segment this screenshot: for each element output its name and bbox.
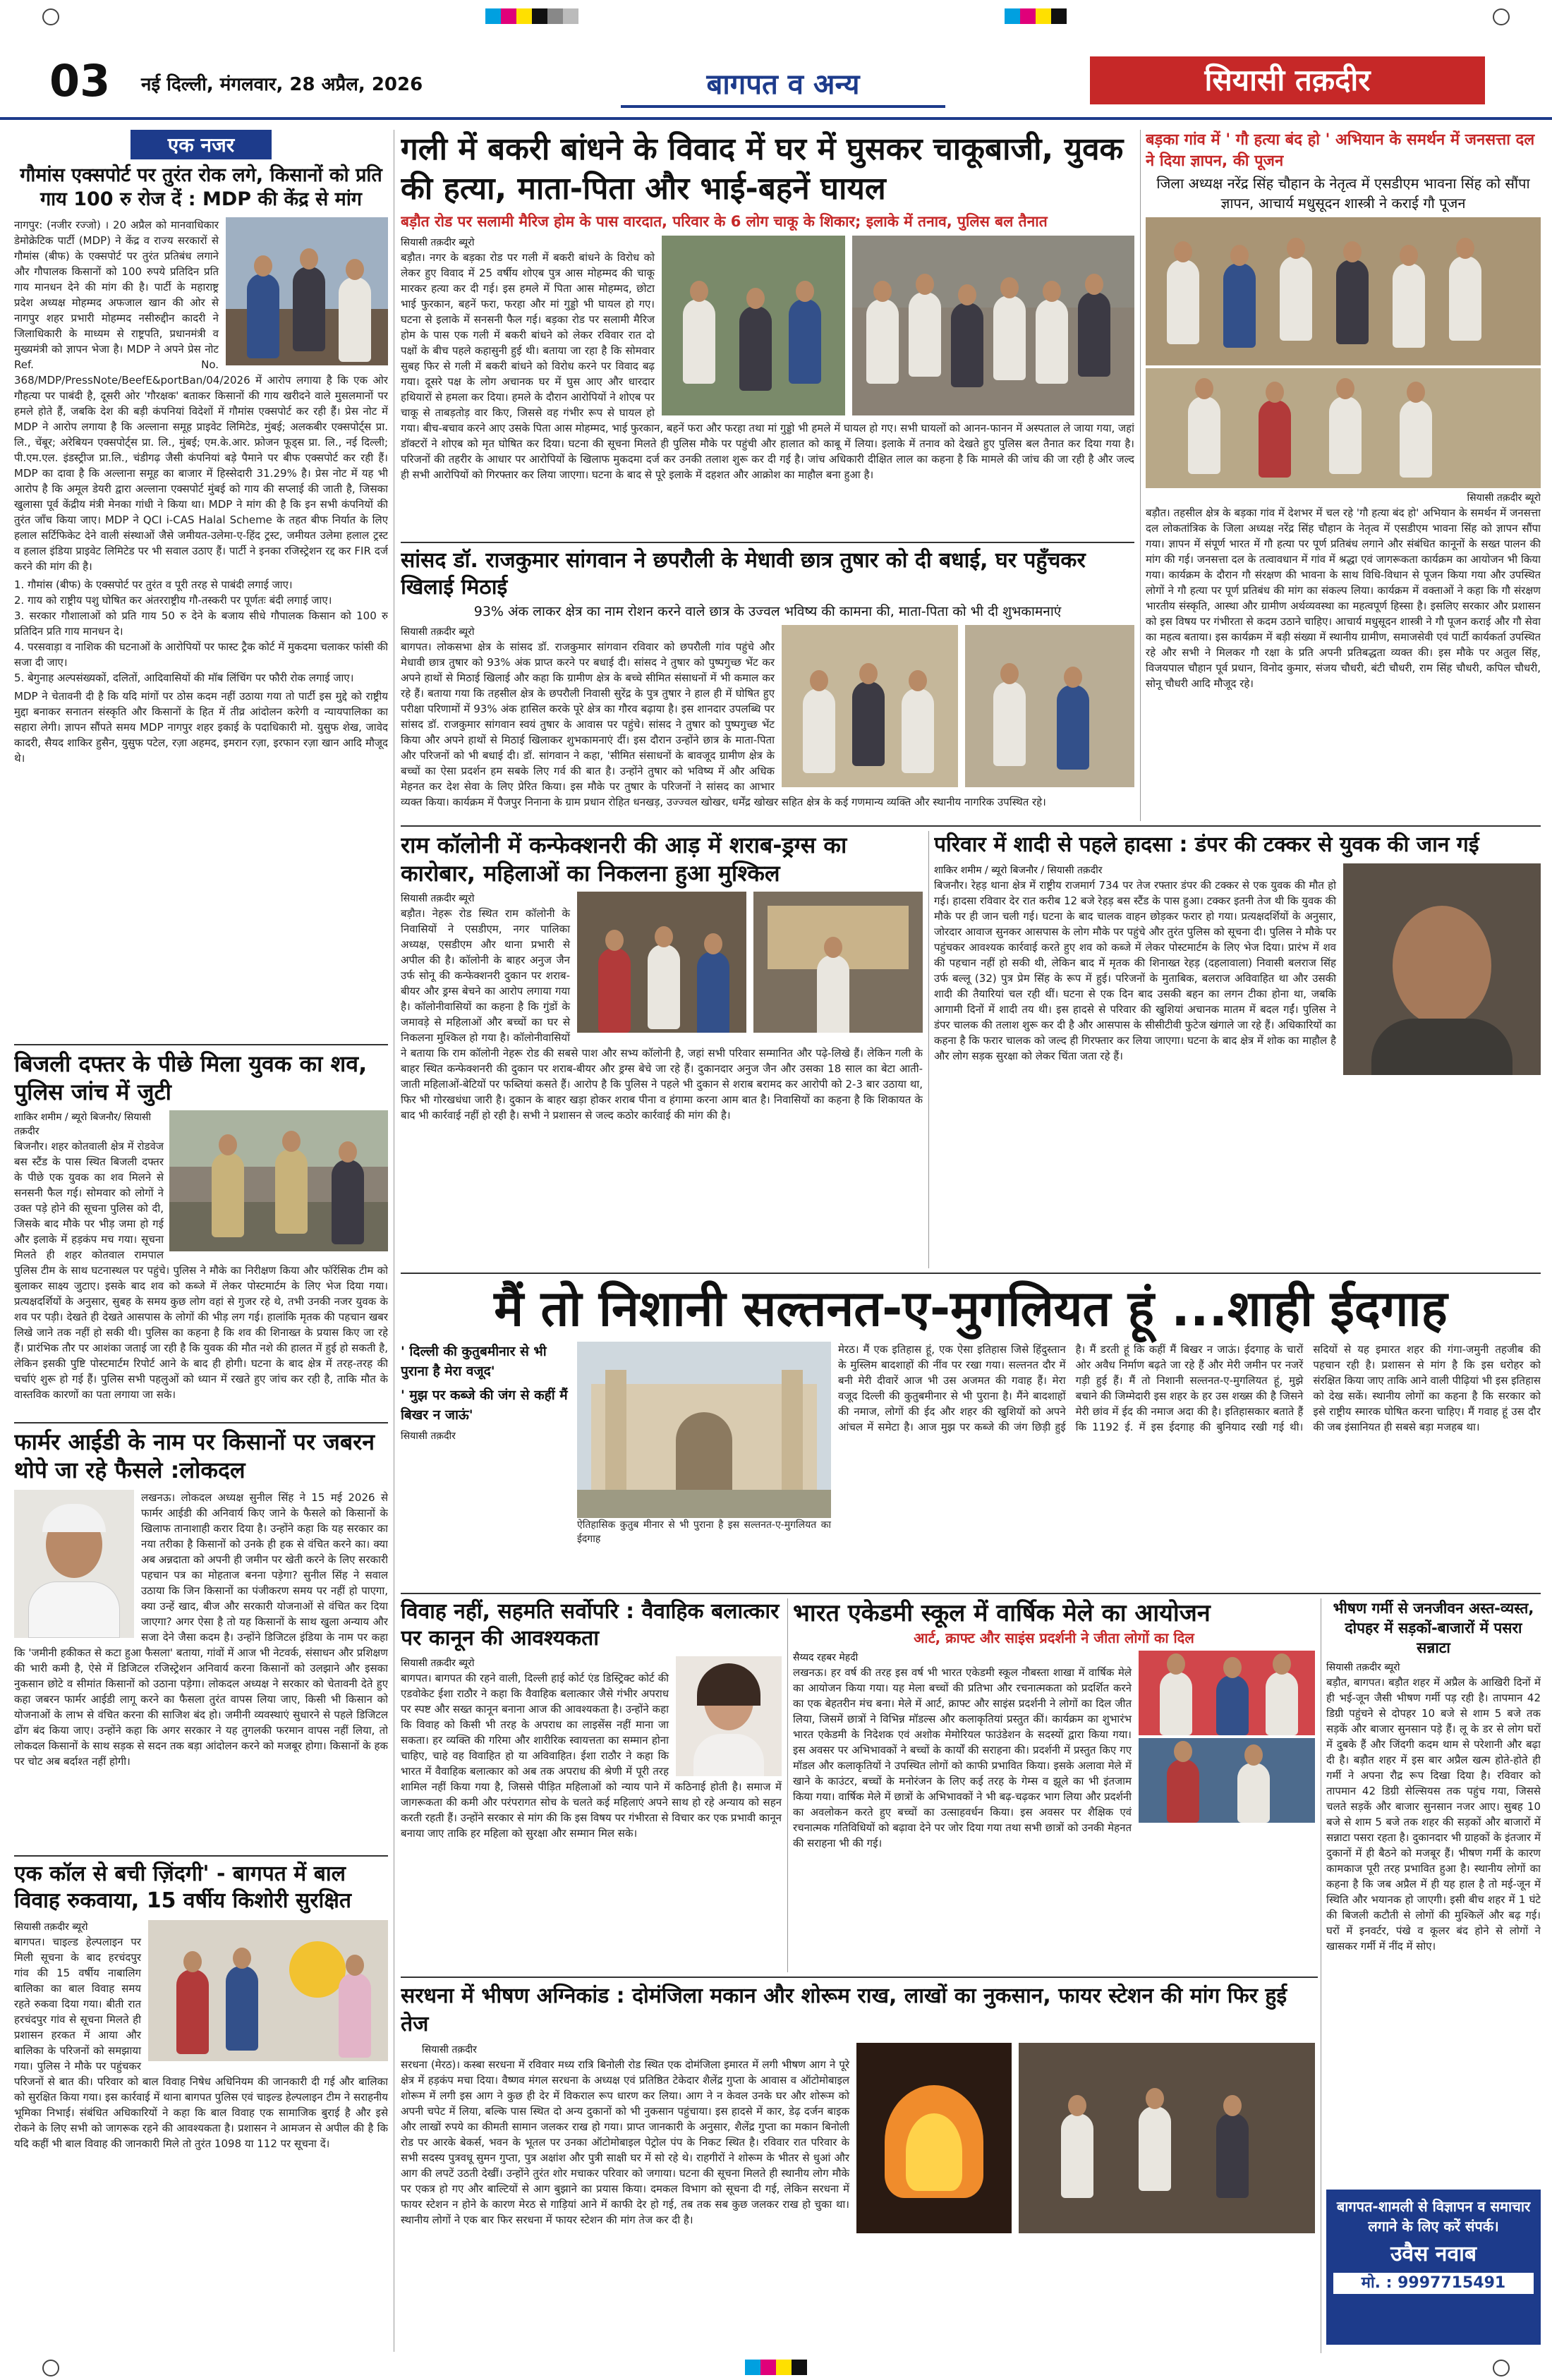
bijli-byline: शाकिर शमीम / ब्यूरो बिजनौर/ सियासी तक़दीर [14,1112,152,1137]
column-divider [928,831,929,1268]
crowd-photo-1 [852,236,1134,415]
sansad-strap: 93% अंक लाकर क्षेत्र का नाम रोशन करने वाले छात्र के उज्वल भविष्य की कामना की, माता-पिता को भी दी शुभकामनाएं [473,604,1062,619]
press-meet-photo [226,217,388,365]
registration-mark-icon [1493,2360,1510,2376]
divider [401,1273,1541,1274]
lead-body: बड़ौत। नगर के बड़का रोड पर गली में बकरी बांधने के विरोध को लेकर हुए विवाद में 25 वर्षीय शोएब पुत्र आस मोहम्मद की चाकू मारकर हत्या कर दी गई। इस हमले में पिता आस मोहम्मद, छोटा भाई फुरकान, बहनें फरा, फरहा और मां गुड्डो भी घायल हो गए। घटना से इलाके में सनसनी फैल गई। बड़का रोड पर सलामी मैरिज होम के पास एक गली में बकरी बांधने को लेकर रविवार रात दो पक्षों के बीच पहले कहासुनी हुई थी। बताया जा रहा है कि सोमवार सुबह फिर से गली में बकरी बांधने को विरोध करने पर विवाद बढ़ गया। दूसरे पक्ष के लोग अचानक घर में घुस आए और धारदार हथियारों से हमला कर दिया। हमले के दौरान आरोपियों ने शोएब पर चाकू से ताबड़तोड़ वार किए, जिससे वह गंभीर रूप से घायल हो गया। बीच-बचाव करने आए उसके पिता आस मोहम्मद, भाई फुरकान, बहनें फरा और फरहा तथा मां गुड्डो भी हमले में घायल हो गए। सभी घायलों को आनन-फानन में अस्पताल ले जाया गया, जहां डॉक्टरों ने शोएब को मृत घोषित कर दिया। घटना की सूचना मिलते ही पुलिस मौके पर पहुंची और हालात को काबू में लिया। इलाके में तनाव को देखते हुए पुलिस बल तैनात कर दिया गया है। परिजनों की तहरीर के आधार पर आरोपियों के खिलाफ मुकदमा दर्ज कर उनकी तलाश शुरू कर दी गई है। जांच अधिकारी दीक्षित लाल का कहना है कि मामले की जांच की जा रही है और जल्द ही सभी आरोपियों को गिरफ्तार कर लिया जाएगा। घटना के बाद से पूरे इलाके में दहशत और आक्रोश का माहौल बना हुआ है। [401,251,1134,481]
registration-mark-icon [42,2360,59,2376]
badka-body: बड़ौत। तहसील क्षेत्र के बड़का गांव में देशभर में चल रहे 'गौ हत्या बंद हो' अभियान के समर्थन में जनसत्ता दल लोकतांत्रिक के जिला अध्यक्ष नरेंद्र सिंह चौहान के नेतृत्व में एसडीएम भावना सिंह को ज्ञापन सौंपा गया। ज्ञापन में संपूर्ण भारत में गौ हत्या पर पूर्ण प्रतिबंध लगाने और संबंधित कानूनों के सख्त पालन की मांग की गई। जनसत्ता दल के तत्वावधान में गांव में श्रद्धा एवं जागरूकता कार्यक्रम का आयोजन भी किया गया। कार्यक्रम के दौरान गौ संरक्षण की भावना के साथ विधि-विधान से पूजन किया गया और उपस्थित लोगों ने गौ हत्या पर पूर्ण प्रतिबंध की मांग का संकल्प लिया। कार्यक्रम में वक्ताओं ने कहा कि गौ संरक्षण भारतीय संस्कृति, आस्था और ग्रामीण अर्थव्यवस्था का महत्वपूर्ण हिस्सा है। इसलिए सरकार और प्रशासन को इस विषय पर गंभीरता से कदम उठाने चाहिए। आचार्य मधुसूदन शास्त्री ने गौ पूजन कराई और गौ सेवा का महत्व बताया। इस कार्यक्रम में बड़ी संख्या में स्थानीय ग्रामीण, समाजसेवी एवं पार्टी कार्यकर्ता उपस्थित रहे और सभी ने मिलकर गौ रक्षा के प्रति अपनी प्रतिबद्धता व्यक्त की। इस मौके पर अतुल सिंह, विजयपाल चौहान पूर्व प्रधान, विनोद कुमार, संजय चौधरी, बंटी चौधरी, राम सिंह चौधरी, कपिल चौधरी, सोनू चौधरी आदि मौजूद रहे। [1146,506,1541,690]
bheeshan-headline: भीषण गर्मी से जनजीवन अस्त-व्यस्त, दोपहर में सड़कों-बाजारों में पसरा सन्नाटा [1333,1600,1534,1656]
badka-strap: जिला अध्यक्ष नरेंद्र सिंह चौहान के नेतृत्व में एसडीएम भावना सिंह को सौंपा ज्ञापन, आचार्य मधुसूदन शास्त्री ने कराई गौ पूजन [1156,175,1530,212]
page-number: 03 [49,55,111,107]
demand-item: 3. सरकार गौशालाओं को प्रति गाय 50 रु देने के बजाय सीधे गौपालक किसान को 100 रु प्रतिदिन प्रति गाय मानधन दे। [14,609,388,638]
badka-story [1146,130,1541,821]
idgah-headline: मैं तो निशानी सल्तनत-ए-मुगलियत हूं ...शाही ईदगाह [494,1280,1448,1337]
school-fair-photo-1 [1139,1651,1315,1735]
ek-nazar-story [14,130,388,1040]
color-bar [745,2360,807,2376]
farmer-id-story [14,1428,388,1851]
sansad-byline: सियासी तक़दीर ब्यूरो [401,626,475,638]
ek-call-body: बागपत। चाइल्ड हेल्पलाइन पर मिली सूचना के बाद हरचंदपुर गांव की 15 वर्षीय नाबालिग बालिका का बाल विवाह समय रहते रुकवा दिया गया। बीती रात हरचंदपुर गांव से सूचना मिलते ही प्रशासन हरकत में आया और बालिका के परिजनों को समझाया गया। पुलिस ने मौके पर पहुंचकर परिजनों से बात की। परिवार को बाल विवाह निषेध अधिनियम की जानकारी दी गई और बालिका को सुरक्षित किया गया। इस कार्रवाई में थाना बागपत पुलिस एवं चाइल्ड हेल्पलाइन टीम ने सराहनीय भूमिका निभाई। संबंधित अधिकारियों ने कहा कि बाल विवाह एक सामाजिक बुराई है और इसे रोकने के लिए सभी को जागरूक रहने की आवश्यकता है। प्रशासन ने आमजन से अपील की है कि यदि कहीं भी बाल विवाह की जानकारी मिले तो तुरंत 1098 या 112 पर सूचना दें। [14,1936,388,2150]
victim-portrait [1343,863,1541,1075]
bharat-byline: सैय्यद रहबर मेहदी [793,1652,859,1663]
ek-nazar-closing: MDP ने चेतावनी दी है कि यदि मांगों पर ठोस कदम नहीं उठाया गया तो पार्टी इस मुद्दे को राष्ट्रीय मुद्दा बनाकर सनातन संस्कृति और किसानों के हित में तीव्र आंदोलन करेगी व न्यायपालिका का सहारा लेगी। ज्ञापन सौंपते समय MDP नागपुर शहर इकाई के पदाधिकारी मो. युसुफ शेख, जावेद कादरी, सैयद शाकिर हुसैन, युसुफ पटेल, रज़ा अहमद, इमरान रज़ा, इरफान रज़ा खान आदि मौजूद थे। [14,690,388,765]
shaadi-body: बिजनौर। रेहड़ थाना क्षेत्र में राष्ट्रीय राजमार्ग 734 पर तेज रफ्तार डंपर की टक्कर से एक युवक की मौत हो गई। हादसा रविवार देर रात करीब 12 बजे रेहड़ बस स्टैंड के पास हुआ। टक्कर इतनी तेज थी कि युवक की मौके पर ही जान चली गई। घटना के बाद चालक वाहन छोड़कर फरार हो गया। प्रत्यक्षदर्शियों के अनुसार, जोरदार आवाज सुनकर आसपास के लोग मौके पर पहुंचे और तुरंत पुलिस को सूचना दी। पुलिस ने मौके पर पहुंचकर आवश्यक कार्रवाई करते हुए शव को कब्जे में लेकर पोस्टमार्टम के लिए भेज दिया। प्रारंभ में शव की पहचान नहीं हो सकी थी, लेकिन बाद में मृतक की शिनाख्त रेहड़ (दहलावाला) निवासी बलराज सिंह उर्फ बल्लू (32) पुत्र प्रेम सिंह के रूप में हुई। परिजनों के मुताबिक, बलराज अविवाहित था और उसकी शादी की तैयारियां चल रही थीं। घटना से एक दिन बाद उसकी बहन का लगन टीका होना था, जबकि आगामी दिनों में शादी तय थी। इस हादसे से परिवार की खुशियां अचानक मातम में बदल गईं। पुलिस ने डंपर चालक की तलाश शुरू कर दी है और आसपास के सीसीटीवी फुटेज खंगाले जा रहे हैं। अधिकारियों का कहना है कि फरार चालक को जल्द ही गिरफ्तार कर लिया जाएगा। घटना के बाद क्षेत्र में शोक का माहौल है और लोग सड़क सुरक्षा को लेकर चिंता जता रहे हैं। [934,879,1336,1062]
ad-text: बागपत-शामली से विज्ञापन व समाचार लगाने के लिए करें संपर्क। [1336,2198,1531,2235]
demands-list [14,577,388,686]
bheeshan-story [1326,1598,1541,2184]
shop-photo [753,892,923,1033]
memorandum-photo [1146,217,1541,365]
police-scene-photo [169,1110,388,1251]
emoji-sticker-icon [289,1941,346,1998]
lead-byline: सियासी तक़दीर ब्यूरो [401,237,475,248]
fire-aftermath-photo [1019,2043,1315,2233]
ek-nazar-headline: गौमांस एक्सपोर्ट पर तुरंत रोक लगे, किसानों को प्रति गाय 100 रु रोज दें : MDP की केंद्र से मांग [20,164,382,210]
divider [401,1593,1541,1594]
masthead [0,0,1552,120]
ek-nazar-body: नागपुर: (नजीर रज्जो) । 20 अप्रैल को मानवाधिकार डेमोक्रेटिक पार्टी (MDP) ने केंद्र व राज्य सरकारों से गौमांस (बीफ) के एक्सपोर्ट पर तुरंत प्रतिबंध लगाने और गौपालक किसानों को 100 रुपये प्रतिदिन प्रति गाय मानधन देने की मांग की है। पार्टी के महाराष्ट्र प्रदेश अध्यक्ष मोहम्मद अफजाल खान की ओर से नागपुर शहर प्रभारी मोहम्मद नसीरुद्दीन कादरी ने जिलाधिकारी के माध्यम से राष्ट्रपति, प्रधानमंत्री व मुख्यमंत्री को ज्ञापन भेजा है। MDP ने अपने प्रेस नोट Ref. No. 368/MDP/PressNote/BeefE&portBan/04/2026 में आरोप लगाया है कि एक ओर गौहत्या पर पाबंदी है, दूसरी ओर 'गौरक्षक' बताकर किसानों की गाय खरीदने वाले मुसलमानों पर हमले होते हैं, जबकि देश की बड़ी कंपनियां विदेशों में गौमांस एक्सपोर्ट कर रही हैं। प्रेस नोट में MDP ने आरोप लगाया है कि अल्लाना समूह प्राइवेट लिमिटेड, मुंबई; अलकबीर एक्सपोर्ट्स प्रा. लि., चेंबूर; अरेबियन एक्सपोर्ट्स प्रा. लि., मुंबई; एम.के.आर. फ्रोजन फूड्स प्रा. लि., नई दिल्ली; पी.एम.एल. इंडस्ट्रीज प्रा.लि., चंडीगढ़ जैसी कंपनियां बड़े पैमाने पर बीफ एक्सपोर्ट कर रही हैं। MDP का दावा है कि अल्लाना समूह का बाजार में हिस्सेदारी 31.29% है। प्रेस नोट में यह भी आरोप है कि अमूल डेयरी द्वारा अल्लाना एक्सपोर्ट मुंबई को गाय की सप्लाई की जाती है, जिसका खुलासा पूर्व केंद्रीय मंत्री मेनका गांधी ने किया था। MDP ने मांग की है कि इन सभी कंपनियों की तुरंत जाँच किया जाए। MDP ने QCI i-CAS Halal Scheme के तहत बीफ निर्यात के लिए हलाल सर्टिफिकेट देने वाली संस्थाओं जैसे जमीयत-उलेमा-ए-हिंद ट्रस्ट, जमीयत उलेमा हलाल ट्रस्ट व हलाल इंडिया प्राइवेट लिमिटेड पर भी सवाल उठाए हैं। पार्टी ने इनका रजिस्ट्रेशन रद्द कर FIR दर्ज करने की मांग की है। [14,219,388,573]
sunil-singh-portrait [14,1490,134,1638]
column-divider [1140,130,1141,821]
vivah-byline: सियासी तक़दीर ब्यूरो [401,1658,475,1669]
idgah-caption: ऐतिहासिक कुतुब मीनार से भी पुराना है इस सल्तनत-ए-मुगलियत का ईदगाह [577,1519,831,1545]
ek-call-story [14,1861,388,2348]
bharat-strap: आर्ट, क्राफ्ट और साइंस प्रदर्शनी ने जीता लोगों का दिल [914,1629,1194,1646]
vivah-body: बागपत। बागपत की रहने वाली, दिल्ली हाई कोर्ट एंड डिस्ट्रिक्ट कोर्ट की एडवोकेट ईशा राठौर ने कहा कि वैवाहिक बलात्कार जैसे गंभीर अपराध पर स्पष्ट और सख्त कानून बनाना आज की आवश्यकता है। उन्होंने कहा कि विवाह को किसी भी तरह के अपराध का लाइसेंस नहीं माना जा सकता। हर व्यक्ति की गरिमा और शारीरिक स्वायत्तता का सम्मान होना चाहिए, चाहे वह विवाहित हो या अविवाहित। ईशा राठौर ने कहा कि भारत में वैवाहिक बलात्कार को अब तक अपराध की श्रेणी में पूरी तरह शामिल नहीं किया गया है, जिससे पीड़ित महिलाओं को न्याय पाने में कठिनाई होती है। समाज में जागरूकता की कमी और परंपरागत सोच के चलते कई महिलाएं अपने साथ हो रहे अन्याय को सहन करती रहती हैं। उन्होंने सरकार से मांग की कि इस विषय पर गंभीरता से विचार कर एक प्रभावी कानून बनाया जाए ताकि हर महिला को सुरक्षा और सम्मान मिल सके। [401,1672,782,1840]
mp-visit-photo-1 [965,625,1134,787]
ad-mobile: मो. : 9997715491 [1333,2273,1534,2294]
lead-headline: गली में बकरी बांधने के विवाद में घर में घुसकर चाकूबाजी, युवक की हत्या, माता-पिता और भाई-बहनें घायल [401,131,1124,207]
bharat-story [793,1598,1315,1972]
school-fair-photo-2 [1139,1738,1315,1823]
divider [14,1855,388,1857]
sardhana-headline: सरधना में भीषण अग्निकांड : दोमंजिला मकान और शोरूम राख, लाखों का नुकसान, फायर स्टेशन की मांग फिर हुई तेज [401,1984,1287,2036]
idgah-quote-2: ' मुझ पर कब्जे की जंग से कहीं मैं बिखर न जाऊं' [401,1388,568,1423]
sansad-story [401,547,1134,830]
ad-name: उवैस नवाब [1390,2242,1477,2266]
farmer-id-headline: फार्मर आईडी के नाम पर किसानों पर जबरन थोपे जा रहे फैसले :लोकदल [14,1428,375,1483]
sansad-body: बागपत। लोकसभा क्षेत्र के सांसद डॉ. राजकुमार सांगवान रविवार को छपरौली गांव पहुंचे और मेधावी छात्र तुषार को 93% अंक प्राप्त करने पर बधाई दी। सांसद ने तुषार को पुष्पगुच्छ भेंट कर अपने हाथों से मिठाई खिलाई और कहा कि ग्रामीण क्षेत्र के बच्चे सीमित संसाधनों में भी कमाल कर रहे हैं। बताया गया कि तहसील क्षेत्र के छपरौली निवासी सुरेंद्र के पुत्र तुषार ने हाल ही में घोषित हुए परीक्षा परिणामों में 93% अंक हासिल करके पूरे क्षेत्र का गौरव बढ़ाया है। इस शानदार उपलब्धि पर सांसद डॉ. राजकुमार सांगवान स्वयं तुषार के आवास पर पहुंचे। सांसद ने तुषार को पुष्पगुच्छ भेंट किया और अपने हाथों से मिठाई खिलाकर शुभकामनाएं दीं। इस दौरान उन्होंने छात्र के माता-पिता और परिजनों को भी बधाई दी। डॉ. सांगवान ने कहा, 'सीमित संसाधनों के बावजूद ग्रामीण क्षेत्र के बच्चों का ऐसा प्रदर्शन हम सबके लिए गर्व की बात है। उन्होंने तुषार को भविष्य में और अधिक मेहनत कर देश सेवा के लिए प्रेरित किया। इस मौके पर तुषार के परिजनों ने सांसद का आभार व्यक्त किया। कार्यक्रम में पैजपुर निनाना के ग्राम प्रधान रोहित धनखड़, उज्ज्वल खोखर, धर्मेंद्र खोखर सहित क्षेत्र के कई गणमान्य व्यक्ति और स्थानीय नागरिक उपस्थित रहे। [401,640,1046,808]
lead-story [401,130,1134,539]
sardhana-byline: सियासी तक़दीर [422,2044,477,2056]
mp-visit-photo-2 [782,625,958,787]
ek-call-headline: एक कॉल से बची ज़िंदगी' - बागपत में बाल विवाह रुकवाया, 15 वर्षीय किशोरी सुरक्षित [14,1862,351,1913]
vivah-story [401,1598,782,1972]
child-rescue-photo [148,1920,388,2061]
ek-call-byline: सियासी तक़दीर ब्यूरो [14,1921,88,1933]
bheeshan-body: बड़ौत, बागपत। बड़ौत शहर में अप्रैल के आखिरी दिनों में ही भई-जून जैसी भीषण गर्मी पड़ रही है। तापमान 42 डिग्री पहुंचने से दोपहर 10 बजे से शाम 5 बजे तक सड़कें और बाजार सुनसान पड़े हैं। लू के डर से लोग घरों में दुबके हैं और जिंदगी कदम थाम से परेशानी और बढ़ा दी है। बड़ौत शहर में इस बार अप्रैल खत्म होते-होते ही गर्मी ने अपना रौद्र रूप दिखा दिया है। रविवार को तापमान 42 डिग्री सेल्सियस तक पहुंच गया, जिससे चलते सड़कें और बाजार सुनसान नजर आए। सुबह 10 बजे से शाम 5 बजे तक शहर की सड़कों और बाजारों में सन्नाटा पसरा रहता है। दुकानदार भी ग्राहकों के इंतजार में दुकानों में ही बैठने को मजबूर हैं। भीषण गर्मी के कारण कामकाज पूरी तरह प्रभावित हुआ है। स्थानीय लोगों का कहना है कि जब अप्रैल में ही यह हाल है तो मई-जून में स्थिति और भयानक हो जाएगी। इसी बीच शहर में 1 घंटे की बिजली कटौती से लोगों की मुश्किलें और बढ़ गई। घरों में इनवर्टर, पंखे व कूलर बंद होने से लोगों ने खासकर गर्मी में नींद में सोए। [1326,1676,1541,1953]
divider [14,1422,388,1423]
gau-puja-photo [1146,368,1541,488]
fire-photo [856,2043,1012,2233]
shaadi-byline: शाकिर शमीम / ब्यूरो बिजनौर / सियासी तक़दीर [934,865,1103,876]
bheeshan-byline: सियासी तक़दीर ब्यूरो [1326,1662,1400,1673]
ram-colony-story [401,831,923,1268]
badka-headline: बड़का गांव में ' गौ हत्या बंद हो ' अभियान के समर्थन में जनसत्ता दल ने दिया ज्ञापन, की पूजन [1146,131,1535,170]
ram-colony-body: बड़ौत। नेहरू रोड स्थित राम कॉलोनी के निवासियों ने एसडीएम, नगर पालिका अध्यक्ष, एसडीएम और थाना प्रभारी से अपील की है। कॉलोनी के बाहर अनुज जैन उर्फ सोनू की कन्फेक्शनरी दुकान पर शराब-बीयर और ड्रग्स बेचने का आरोप लगाया गया है। कॉलोनीवासियों का कहना है कि गुंडों के जमावड़े से महिलाओं और बच्चों का घर से निकलना मुश्किल हो गया है। कॉलोनीवासियों ने बताया कि राम कॉलोनी नेहरू रोड की सबसे पाश और सभ्य कॉलोनी है, जहां सभी परिवार सम्मानित और पढ़े-लिखे हैं। लेकिन गली के बाहर स्थित कन्फेक्शनरी की दुकान पर शराब-बीयर और ड्रग्स बेचे जा रहे हैं। दुकानदार अनुज जैन और उसका 18 साल का बेटा आती-जाती महिलाओं-बेटियों पर फब्तियां कसते हैं। आरोप है कि पुलिस ने पहले भी दुकान से शराब बरामद कर आरोपी को 2-3 बार उठाया था, फिर भी गोरखधंधा जारी है। दुकान के बाहर खड़ा होकर शराब पीना व हंगामा करना आम बात है। निवासियों का कहना है कि शिकायत के बाद भी कार्रवाई नहीं हो रही है। सभी ने प्रशासन से जल्द कठोर कार्रवाई की मांग की है। [401,907,923,1122]
contact-ad [1326,2190,1541,2345]
idgah-story [401,1278,1541,1589]
bijli-story [14,1050,388,1416]
bijli-body: बिजनौर। शहर कोतवाली क्षेत्र में रोडवेज बस स्टैंड के पास स्थित बिजली दफ्तर के पीछे एक युवक का शव मिलने से सनसनी फैल गई। सोमवार को लोगों ने उक्त पड़े होने की सूचना पुलिस को दी, जिसके बाद मौके पर भीड़ जमा हो गई और इलाके में हड़कंप मच गया। सूचना मिलते ही शहर कोतवाल रामपाल पुलिस टीम के साथ घटनास्थल पर पहुंचे। पुलिस ने मौके का निरीक्षण किया और फॉरेंसिक टीम को बुलाकर साक्ष्य जुटाए। इसके बाद शव को कब्जे में लेकर पोस्टमार्टम के लिए भेज दिया गया। प्रत्यक्षदर्शियों के अनुसार, सुबह के समय कुछ लोग वहां से गुजर रहे थे, तभी उनकी नजर युवक के शव पर पड़ी। देखते ही देखते आसपास के लोगों की भीड़ लग गई। हालांकि मृतक की पहचान खबर लिखे जाने तक नहीं हो सकी थी। पुलिस का कहना है कि शव की शिनाख्त के प्रयास किए जा रहे हैं। प्रारंभिक तौर पर आशंका जताई जा रही है कि युवक की मौत नशे की हालत में हुई हो सकती है, लेकिन इसकी पुष्टि पोस्टमार्टम रिपोर्ट आने के बाद ही होगी। घटना के बाद क्षेत्र में तरह-तरह की चर्चाएं शुरू हो गई हैं। पुलिस सभी पहलुओं को ध्यान में रखते हुए जांच कर रही है, ताकि मौत के वास्तविक कारणों का पता लगाया जा सके। [14,1140,388,1401]
section-name: बागपत व अन्य [621,63,945,108]
divider [401,825,1541,827]
demand-item: 5. बेगुनाह अल्पसंख्यकों, दलितों, आदिवासियों की मॉब लिंचिंग पर फौरी रोक लगाई जाए। [14,672,354,684]
ram-colony-byline: सियासी तक़दीर ब्यूरो [401,893,475,904]
brand-name: सियासी तक़दीर [1090,56,1485,104]
divider [401,1977,1318,1978]
date-line: नई दिल्ली, मंगलवार, 28 अप्रैल, 2026 [141,74,423,95]
demand-item: 4. परसवाड़ा व नाशिक की घटनाओं के आरोपियों पर फास्ट ट्रैक कोर्ट में मुकदमा चलाकर फांसी की सजा दी जाए। [14,640,388,669]
demand-item: 1. गौमांस (बीफ) के एक्सपोर्ट पर तुरंत व पूरी तरह से पाबंदी लगाई जाए। [14,578,293,591]
shaadi-headline: परिवार में शादी से पहले हादसा : डंपर की टक्कर से युवक की जान गई [934,832,1479,857]
badka-byline: सियासी तक़दीर ब्यूरो [1467,492,1541,504]
protest-photo [577,892,746,1033]
demand-item: 2. गाय को राष्ट्रीय पशु घोषित कर अंतरराष्ट्रीय गौ-तस्करी पर पूर्णतः बंदी लगाई जाए। [14,594,332,607]
sardhana-body: सरधना (मेरठ)। कस्बा सरधना में रविवार मध्य रात्रि बिनोली रोड स्थित एक दोमंजिला इमारत में लगी भीषण आग ने पूरे क्षेत्र में हड़कंप मचा दिया। वैष्णव मंगल सरधना के अध्यक्ष एवं प्रतिष्ठित टेकेदार शैलेंद्र गुप्ता के आवास व ऑटोमोबाइल शोरूम में लगी इस आग ने कुछ ही देर में विकराल रूप धारण कर लिया। आग ने न केवल उनके घर और शोरूम को अपनी चपेट में लिया, बल्कि पास स्थित दो अन्य दुकानों को भी नुकसान पहुंचाया। इस हादसे में कार, डेढ़ दर्जन बाइक और लाखों रुपये का कीमती सामान जलकर राख हो गया। प्राप्त जानकारी के अनुसार, शैलेंद्र गुप्ता का मकान बिनोली रोड पर आरके बेकर्स, भवन के भूतल पर उनका ऑटोमोबाइल पेट्रोल पंप के निकट स्थित है। रविवार रात परिवार के सभी सदस्य पुत्रवधू सुमन गुप्ता, पुत्र अक्षांश और पुत्री साक्षी घर में सो रहे थे। राहगीरों ने शोरूम के भीतर से धुआं और आग की लपटें उठती देखीं। उन्होंने तुरंत शोर मचाकर परिवार को जगाया। घटना की सूचना मिलते ही स्थानीय लोग मौके पर एकत्र हो गए और बाल्टियों से आग बुझाने का प्रयास किया। दमकल विभाग को सूचना दी गई, लेकिन सरधना में फायर स्टेशन न होने के कारण मेरठ से गाड़ियां आने में काफी देर हो गई, तब तक सब कुछ जलकर राख हो चुका था। स्थानीय लोगों ने एक बार फिर सरधना में फायर स्टेशन की मांग तेज कर दी है। [401,2058,849,2226]
idgah-byline: सियासी तक़दीर [401,1431,456,1442]
column-divider [787,1598,788,1972]
crowd-photo-2 [662,236,845,415]
sardhana-story [401,1982,1315,2349]
idgah-body: मेरठ। मैं एक इतिहास हूं, एक ऐसा इतिहास जिसे हिंदुस्तान के मुस्लिम बादशाहों की नींव पर रखा गया। सल्तनत दौर में बनी मेरी दीवारें आज भी उस अजमत की गवाह हैं। मेरा वजूद दिल्ली की कुतुबमीनार से भी पुराना है। मैंने बादशाहों की नमाज, लोगों की ईद और शहर की खुशियों को अपने आंचल में समेटा है। आज मुझ पर कब्जे की जंग छिड़ी हुई है। मैं डरती हूं कि कहीं मैं बिखर न जाऊं। ईदगाह के चारों ओर अवैध निर्माण बढ़ते जा रहे हैं और मेरी जमीन पर नजरें गड़ी हुई हैं। मैं तो निशानी सल्तनत-ए-मुगलियत हूं, मुझे बचाने की जिम्मेदारी इस शहर के हर उस शख्स की है जिसने मेरी छांव में ईद की नमाज अदा की है। इतिहासकार बताते हैं कि 1192 ई. में इस ईदगाह की बुनियाद रखी गई थी। सदियों से यह इमारत शहर की गंगा-जमुनी तहजीब की पहचान रही है। प्रशासन से मांग है कि इस धरोहर को संरक्षित किया जाए ताकि आने वाली पीढ़ियां भी इस इतिहास को देख सकें। स्थानीय लोगों का कहना है कि सरकार को इसे राष्ट्रीय स्मारक घोषित करना चाहिए। मैं गवाह हूं उस दौर की जब इंसानियत ही सबसे बड़ा मजहब था। [838,1343,1541,1433]
divider [401,542,1134,543]
ram-colony-headline: राम कॉलोनी में कन्फेक्शनरी की आड़ में शराब-ड्रग्स का कारोबार, महिलाओं का निकलना हुआ मुश्किल [401,832,847,887]
idgah-photo [577,1342,831,1518]
bharat-body: लखनऊ। हर वर्ष की तरह इस वर्ष भी भारत एकेडमी स्कूल नौबस्ता शाखा में वार्षिक मेले का आयोजन किया गया। यह मेला बच्चों की प्रतिभा और रचनात्मकता को प्रदर्शित करने का एक बेहतरीन मंच बना। मेले में आर्ट, क्राफ्ट और साइंस प्रदर्शनी ने लोगों का दिल जीत लिया, जिसमें छात्रों ने विभिन्न मॉडल्स और कलाकृतियां प्रस्तुत कीं। कार्यक्रम का शुभारंभ भारत एकेडमी के निदेशक एवं अशोक मेमोरियल फाउंडेशन के सदस्यों द्वारा किया गया। इस अवसर पर अभिभावकों ने बच्चों के कार्यों की सराहना की। प्रदर्शनी में प्रस्तुत किए गए मॉडल और कलाकृतियों ने उपस्थित लोगों को काफी प्रभावित किया। इसके अलावा मेले में खाने के काउंटर, बच्चों के मनोरंजन के लिए कई तरह के गेम्स व झूले का भी इंतजाम किया गया। वार्षिक मेले में छात्रों के अभिभावकों ने भी बढ़-चढ़कर भाग लिया और प्रदर्शनी का अवलोकन करते हुए बच्चों का उत्साहवर्धन किया। इस अवसर पर शैक्षिक एवं रचनात्मक गतिविधियों को बढ़ावा देने पर जोर दिया गया तथा सभी छात्रों को उनकी मेहनत की सराहना भी की गई। [793,1666,1132,1850]
lead-strap: बड़ौत रोड पर सलामी मैरिज होम के पास वारदात, परिवार के 6 लोग चाकू के शिकार; इलाके में तनाव, पुलिस बल तैनात [401,213,1048,230]
shaadi-story [934,831,1541,1268]
farmer-id-body: लखनऊ। लोकदल अध्यक्ष सुनील सिंह ने 15 मई 2026 से फार्मर आईडी की अनिवार्य किए जाने के फैसले को किसानों के खिलाफ तानाशाही करार दिया है। उन्होंने कहा कि यह सरकार का नया तरीका है किसानों को उनके ही हक से वंचित करने का। क्या अब अन्नदाता को अपनी ही जमीन पर खेती करने के लिए सरकारी पहचान पत्र का मोहताज बनना पड़ेगा? सुनील सिंह ने सवाल उठाया कि जिन किसानों का पंजीकरण समय पर नहीं हो पाएगा, क्या उन्हें खाद, बीज और सरकारी योजनाओं से वंचित कर दिया जाएगा? अगर ऐसा है तो यह किसानों के साथ खुला अन्याय और सजा देने जैसा कदम है। उन्होंने डिजिटल इंडिया के नाम पर कहा कि 'जमीनी हकीकत से कटा हुआ फैसला' बताया, गांवों में आज भी नेटवर्क, संसाधन और प्रशिक्षण की भारी कमी है, ऐसे में डिजिटल रजिस्ट्रेशन अनिवार्य करना किसानों को उलझाने और इसका नुकसान छोटे व सीमांत किसानों को उठाना पड़ेगा। लोकदल अध्यक्ष ने सरकार को चेतावनी देते हुए कहा जबरन फार्मर आईडी लागू करने का फैसला तुरंत वापस लिया जाए, किसी भी किसान को योजनाओं के लाभ से वंचित करना की साजिश बंद हो। जमीनी व्यवस्थाएं सुधारने से पहले डिजिटल ढोंग बंद किया जाए। उन्होंने कहा कि अगर सरकार ने यह तुगलकी फरमान वापस नहीं लिया, तो लोकदल किसानों के साथ सड़क से सदन तक बड़ा आंदोलन करने को मजबूर होगा। किसानों के हक पर चोट अब बर्दाश्त नहीं होगी। [14,1491,388,1768]
registration-marks-bottom [0,2360,1552,2376]
sansad-headline: सांसद डॉ. राजकुमार सांगवान ने छपरौली के मेधावी छात्र तुषार को दी बधाई, घर पहुँचकर खिलाई मिठाई [401,548,1086,600]
advocate-portrait [676,1656,782,1776]
bijli-headline: बिजली दफ्तर के पीछे मिला युवक का शव, पुलिस जांच में जुटी [14,1050,368,1105]
vivah-headline: विवाह नहीं, सहमति सर्वोपरि : वैवाहिक बलात्कार पर कानून की आवश्यकता [401,1599,780,1651]
idgah-quote-1: ' दिल्ली की कुतुबमीनार से भी पुराना है मेरा वजूद' [401,1344,547,1379]
divider [14,1044,388,1045]
ek-nazar-label: एक नजर [131,130,272,159]
bharat-headline: भारत एकेडमी स्कूल में वार्षिक मेले का आयोजन [793,1599,1211,1627]
